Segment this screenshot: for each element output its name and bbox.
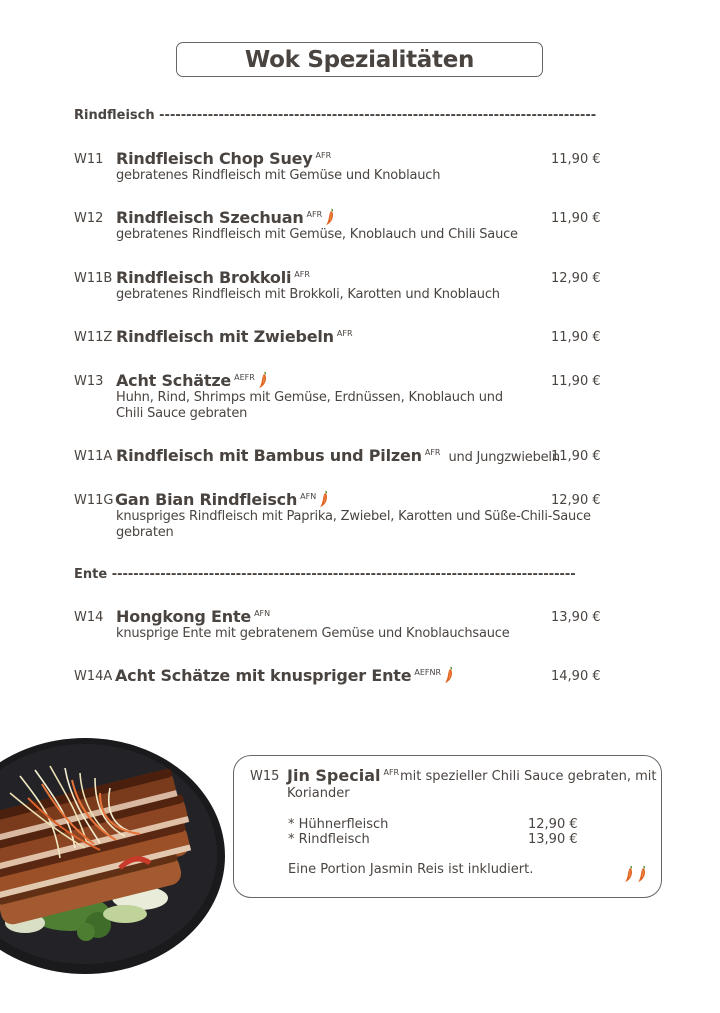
item-description: knuspriges Rindfleisch mit Paprika, Zwiebel, Karotten und Süße-Chili-Sauce xyxy=(116,509,591,524)
item-code: W11A xyxy=(74,449,113,464)
item-name: Rindfleisch mit Zwiebeln $^{AFR}$ xyxy=(116,327,353,346)
item-price: 11,90 € xyxy=(551,330,601,345)
chili-icon xyxy=(258,371,268,389)
allergen-tag: AFR xyxy=(424,448,441,457)
item-description: gebratenes Rindfleisch mit Gemüse, Knoblauch und Chili Sauce xyxy=(116,227,518,242)
item-name: Rindfleisch Brokkoli $^{AFR}$ xyxy=(116,268,310,287)
allergen-tag: AEFNR xyxy=(414,668,442,677)
special-code: W15 xyxy=(250,769,280,784)
section-rindfleisch: Rindfleisch --------------------------------------------------------------------------------- xyxy=(74,108,597,123)
item-code: W14A xyxy=(74,669,113,684)
special-option: * Hühnerfleisch xyxy=(288,817,389,832)
item-price: 14,90 € xyxy=(551,669,601,684)
special-option: * Rindfleisch xyxy=(288,832,370,847)
item-name-extra: und Jungzwiebeln xyxy=(448,450,560,465)
item-name: Rindfleisch Szechuan $^{AFR}$ xyxy=(116,208,335,227)
item-code: W12 xyxy=(74,211,104,226)
item-name: Hongkong Ente $^{AFN}$ xyxy=(116,607,271,626)
allergen-tag: AFR xyxy=(336,329,353,338)
chili-icon xyxy=(637,865,647,883)
item-price: 11,90 € xyxy=(551,152,601,167)
item-code: W11G xyxy=(74,493,114,508)
item-name: Rindfleisch mit Bambus und Pilzen $^{AFR}$ und Jungzwiebeln xyxy=(116,446,560,465)
special-description: mit spezieller Chili Sauce gebraten, mit xyxy=(400,769,657,784)
allergen-tag: AFR xyxy=(383,768,400,777)
item-description: knusprige Ente mit gebratenem Gemüse und Knoblauchsauce xyxy=(116,626,510,641)
allergen-tag: AEFR xyxy=(234,373,255,382)
item-description: gebratenes Rindfleisch mit Brokkoli, Karotten und Knoblauch xyxy=(116,287,500,302)
section-ente: Ente -------------------------------------------------------------------------------------- xyxy=(74,567,576,582)
item-price: 11,90 € xyxy=(551,374,601,389)
item-name: Acht Schätze mit knuspriger Ente $^{AEFNR}$ xyxy=(115,666,454,685)
special-option-price: 12,90 € xyxy=(528,817,578,832)
item-name: Rindfleisch Chop Suey $^{AFR}$ xyxy=(116,149,332,168)
item-price: 13,90 € xyxy=(551,610,601,625)
page-title-box xyxy=(176,42,543,77)
chili-icon xyxy=(319,490,329,508)
special-note: Eine Portion Jasmin Reis ist inkludiert. xyxy=(288,862,534,877)
item-code: W11B xyxy=(74,271,113,286)
special-name: Jin Special $^{AFR}$ xyxy=(287,766,400,785)
item-price: 12,90 € xyxy=(551,271,601,286)
special-option-price: 13,90 € xyxy=(528,832,578,847)
allergen-tag: AFN xyxy=(254,609,271,618)
allergen-tag: AFR xyxy=(306,210,323,219)
allergen-tag: AFN xyxy=(300,492,317,501)
item-name: Acht Schätze $^{AEFR}$ xyxy=(116,371,268,390)
special-description-line2: Koriander xyxy=(287,786,350,801)
item-description: Huhn, Rind, Shrimps mit Gemüse, Erdnüssen, Knoblauch und xyxy=(116,390,503,405)
item-description-line2: Chili Sauce gebraten xyxy=(116,406,248,421)
chili-icon xyxy=(624,865,634,883)
item-code: W14 xyxy=(74,610,104,625)
item-code: W11 xyxy=(74,152,104,167)
item-description: gebratenes Rindfleisch mit Gemüse und Knoblauch xyxy=(116,168,441,183)
item-price: 12,90 € xyxy=(551,493,601,508)
item-price: 11,90 € xyxy=(551,449,601,464)
item-code: W11Z xyxy=(74,330,113,345)
dish-photo xyxy=(0,718,226,976)
chili-icon xyxy=(444,666,454,684)
allergen-tag: AFR xyxy=(315,151,332,160)
item-price: 11,90 € xyxy=(551,211,601,226)
special-offer-box xyxy=(233,755,662,898)
item-description-line2: gebraten xyxy=(116,525,174,540)
spicy-level xyxy=(624,865,647,884)
allergen-tag: AFR xyxy=(294,270,310,279)
item-code: W13 xyxy=(74,374,104,389)
page-title: Wok Spezialitäten xyxy=(244,47,475,73)
chili-icon xyxy=(325,208,335,226)
item-name: Gan Bian Rindfleisch $^{AFN}$ xyxy=(115,490,329,509)
